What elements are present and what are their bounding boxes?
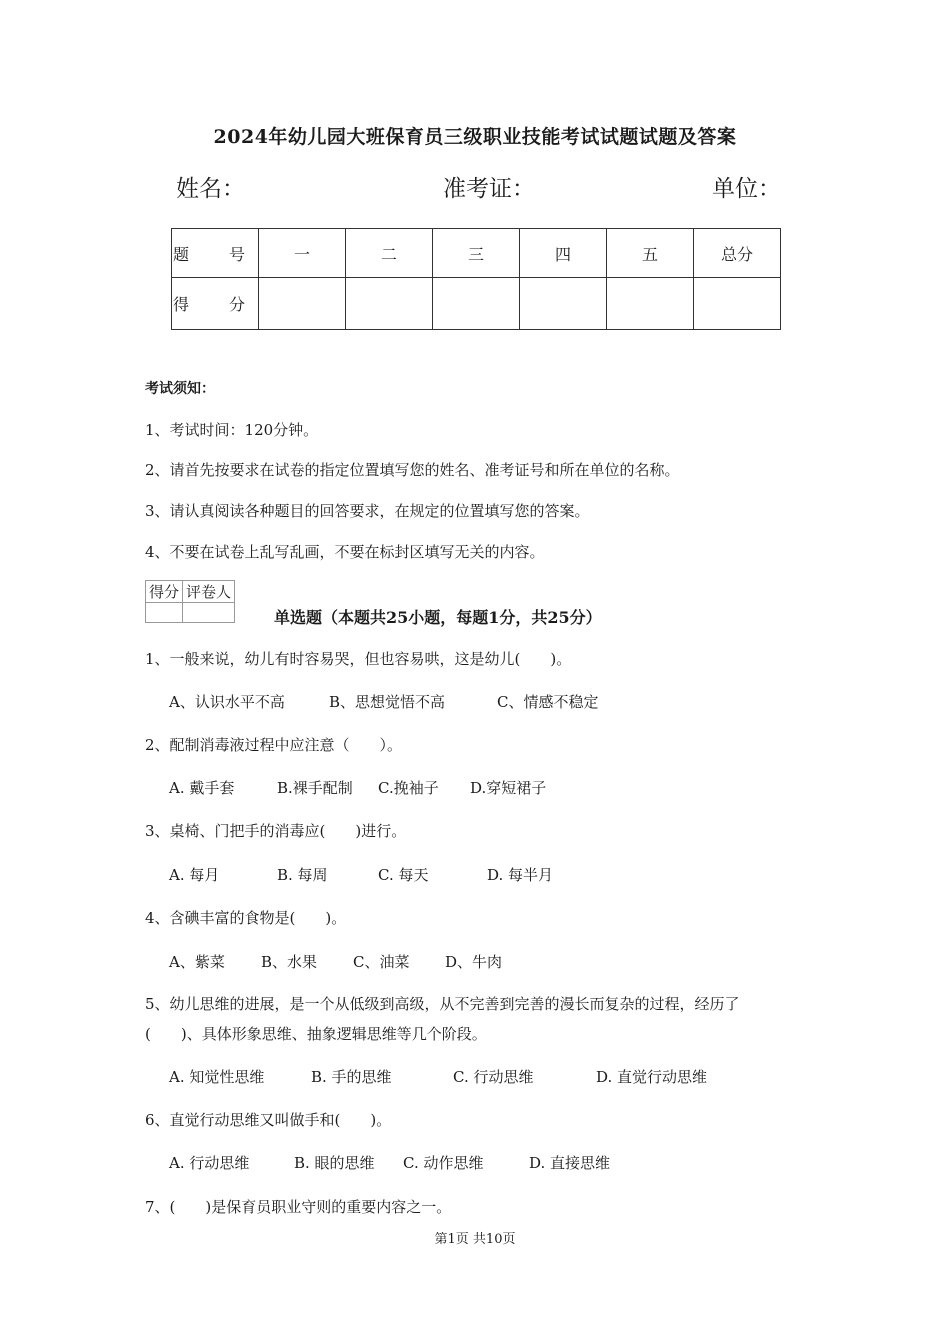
unit-field-label: 单位：: [712, 176, 781, 202]
page-title: 2024年幼儿园大班保育员三级职业技能考试试题试题及答案: [213, 126, 737, 148]
question-option: C. 动作思维: [403, 1154, 484, 1172]
question-option: B.裸手配制: [277, 779, 353, 797]
question-option: B. 每周: [277, 866, 328, 884]
grader-reviewer-cell[interactable]: [183, 603, 235, 623]
question-stem: 4、含碘丰富的食物是( )。: [145, 909, 347, 927]
question-option: A. 每月: [169, 866, 220, 884]
question-option: C、情感不稳定: [497, 693, 599, 711]
question-stem: 6、直觉行动思维又叫做手和( )。: [145, 1111, 392, 1129]
notice-item: 3、请认真阅读各种题目的回答要求，在规定的位置填写您的答案。: [145, 502, 590, 520]
grader-box: [145, 580, 235, 623]
score-table-header-row: [172, 229, 781, 278]
question-option: A、紫菜: [169, 953, 225, 971]
question-option: A. 戴手套: [169, 779, 235, 797]
question-stem-continued: ( )、具体形象思维、抽象逻辑思维等几个阶段。: [145, 1025, 487, 1043]
score-cell[interactable]: [520, 278, 607, 330]
score-cell[interactable]: [259, 278, 346, 330]
question-option: D.穿短裙子: [470, 779, 547, 797]
grader-score-cell[interactable]: [146, 603, 183, 623]
header-cell-4: 四: [520, 229, 607, 278]
question-option: C. 每天: [378, 866, 429, 884]
question-option: B. 手的思维: [311, 1068, 392, 1086]
question-option: B、水果: [261, 953, 318, 971]
question-option: D. 直觉行动思维: [596, 1068, 708, 1086]
question-option: D. 每半月: [487, 866, 554, 884]
header-cell-5: 五: [607, 229, 694, 278]
notice-item: 4、不要在试卷上乱写乱画，不要在标封区填写无关的内容。: [145, 543, 545, 561]
question-stem: 2、配制消毒液过程中应注意（ ）。: [145, 736, 403, 754]
header-cell-2: 二: [346, 229, 433, 278]
section-title: 单选题（本题共25小题，每题1分，共25分）: [274, 608, 602, 627]
header-cell-question-no: 题 号: [172, 229, 259, 278]
question-option: C. 行动思维: [453, 1068, 534, 1086]
question-option: D、牛肉: [445, 953, 503, 971]
score-cell[interactable]: [346, 278, 433, 330]
exam-id-field-label: 准考证：: [443, 176, 535, 202]
header-cell-1: 一: [259, 229, 346, 278]
notice-item: 1、考试时间：120分钟。: [145, 421, 319, 439]
question-option: D. 直接思维: [529, 1154, 611, 1172]
header-cell-total: 总分: [694, 229, 781, 278]
header-cell-3: 三: [433, 229, 520, 278]
score-cell[interactable]: [607, 278, 694, 330]
name-field-label: 姓名：: [176, 176, 245, 202]
page-footer: 第1页 共10页: [434, 1232, 516, 1247]
question-stem: 5、幼儿思维的进展，是一个从低级到高级，从不完善到完善的漫长而复杂的过程，经历了: [145, 995, 740, 1013]
score-cell[interactable]: [433, 278, 520, 330]
question-option: B、思想觉悟不高: [329, 693, 446, 711]
question-option: A. 行动思维: [169, 1154, 250, 1172]
question-option: C.挽袖子: [378, 779, 439, 797]
score-table-score-row: [172, 278, 781, 330]
question-option: B. 眼的思维: [294, 1154, 375, 1172]
question-stem: 7、( )是保育员职业守则的重要内容之一。: [145, 1198, 452, 1216]
score-table: [171, 228, 781, 330]
grader-reviewer-label: 评卷人: [183, 581, 235, 603]
question-option: C、油菜: [353, 953, 410, 971]
score-cell-total[interactable]: [694, 278, 781, 330]
notice-heading: 考试须知：: [145, 381, 215, 397]
question-stem: 3、桌椅、门把手的消毒应( )进行。: [145, 822, 407, 840]
score-row-label: 得 分: [172, 278, 259, 330]
question-option: A、认识水平不高: [169, 693, 285, 711]
question-option: A. 知觉性思维: [169, 1068, 265, 1086]
grader-score-label: 得分: [146, 581, 183, 603]
notice-item: 2、请首先按要求在试卷的指定位置填写您的姓名、准考证号和所在单位的名称。: [145, 461, 680, 479]
question-stem: 1、一般来说，幼儿有时容易哭，但也容易哄，这是幼儿( )。: [145, 650, 572, 668]
